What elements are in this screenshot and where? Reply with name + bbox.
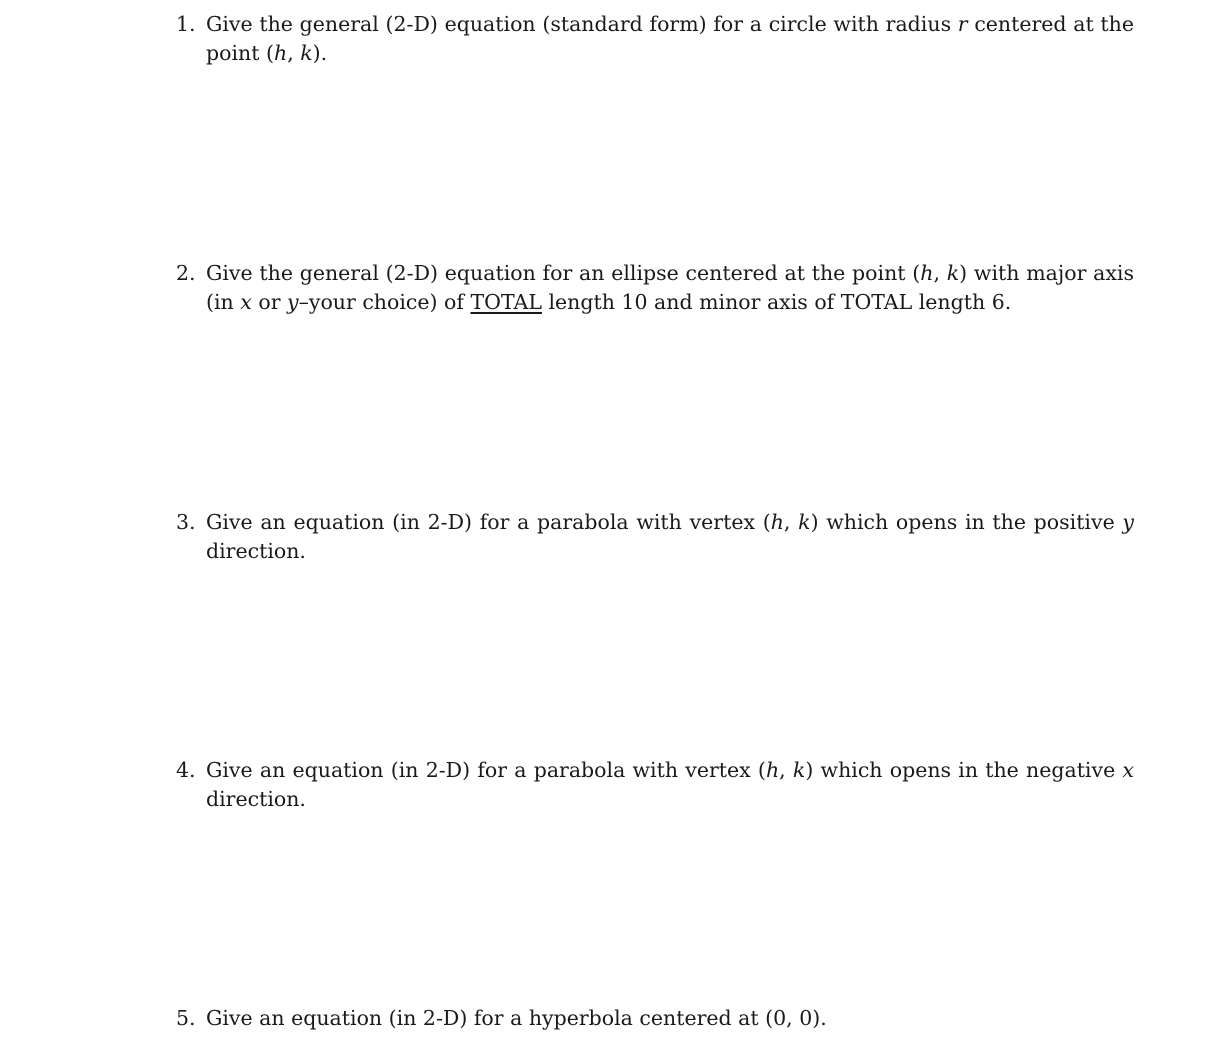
text-segment: , xyxy=(933,261,947,285)
text-segment: Give an equation (in 2-D) for a parabola with vertex ( xyxy=(206,510,771,534)
math-variable: x xyxy=(240,290,252,314)
text-segment: Give the general (2-D) equation (standard form) for a circle with radius xyxy=(206,12,958,36)
problem-number: 1. xyxy=(176,12,196,36)
text-segment: ) which opens in the negative xyxy=(805,758,1123,782)
math-variable: k xyxy=(792,758,806,782)
math-variable: r xyxy=(957,12,968,36)
text-segment: , xyxy=(783,510,799,534)
text-segment: centered at the point ( xyxy=(206,12,1134,65)
problem-5 xyxy=(176,1004,1134,1033)
problem-number: 3. xyxy=(176,510,196,534)
math-variable: k xyxy=(798,510,811,534)
text-segment: ). xyxy=(312,41,328,65)
math-variable: h xyxy=(765,758,780,782)
text-segment: , xyxy=(287,41,301,65)
math-variable: h xyxy=(920,261,934,285)
text-segment: –your choice) of xyxy=(298,290,471,314)
math-variable: y xyxy=(287,290,299,314)
problem-text xyxy=(206,1004,1134,1033)
text-segment: Give an equation (in 2-D) for a hyperbola centered at (0, 0). xyxy=(206,1006,827,1030)
problem-text xyxy=(206,508,1134,566)
problem-1 xyxy=(176,10,1134,68)
text-segment: , xyxy=(779,758,793,782)
problem-number: 2. xyxy=(176,261,196,285)
problem-3 xyxy=(176,508,1134,566)
math-variable: h xyxy=(770,510,784,534)
text-segment: length 10 and minor axis of TOTAL length 6. xyxy=(541,290,1012,314)
text-segment: ) with major axis (in xyxy=(206,261,1134,314)
problem-number: 4. xyxy=(176,758,196,782)
problem-2 xyxy=(176,259,1134,317)
math-variable: k xyxy=(946,261,960,285)
underlined-emphasis: TOTAL xyxy=(470,290,542,314)
math-variable: h xyxy=(273,41,288,65)
math-variable: k xyxy=(300,41,313,65)
text-segment: or xyxy=(251,290,288,314)
math-variable: y xyxy=(1122,510,1134,534)
math-variable: x xyxy=(1122,758,1134,782)
problem-4 xyxy=(176,756,1134,814)
problem-text xyxy=(206,10,1134,68)
text-segment: ) which opens in the positive xyxy=(810,510,1123,534)
problem-text xyxy=(206,756,1134,814)
problem-number: 5. xyxy=(176,1006,196,1030)
problem-text xyxy=(206,259,1134,317)
text-segment: Give an equation (in 2-D) for a parabola with vertex ( xyxy=(206,758,766,782)
text-segment: direction. xyxy=(206,787,306,811)
text-segment: Give the general (2-D) equation for an ellipse centered at the point ( xyxy=(206,261,921,285)
text-segment: direction. xyxy=(206,539,306,563)
